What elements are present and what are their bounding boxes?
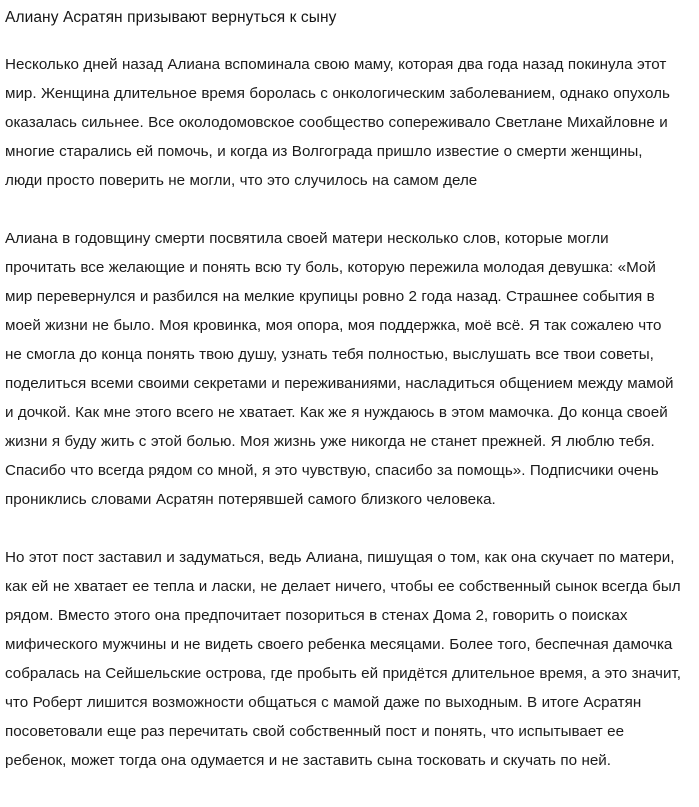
article-paragraph-2: Алиана в годовщину смерти посвятила своей матери несколько слов, которые могли прочитать все желающие и понять всю ту боль, которую пережила молодая девушка: «Мой мир перевернулся и разбился на мелкие крупицы ровно 2 года назад. Страшнее события в моей жизни не было. Моя кровинка, моя опора, моя поддержка, моё всё. Я так сожалею что не смогла до конца понять твою душу, узнать тебя полностью, выслушать все твои советы, поделиться всеми своими секретами и переживаниями, насладиться общением между мамой и дочкой. Как мне этого всего не хватает. Как же я нуждаюсь в этом мамочка. До конца своей жизни я буду жить с этой болью. Моя жизнь уже никогда не станет прежней. Я люблю тебя. Спасибо что всегда рядом со мной, я это чувствую, спасибо за помощь». Подписчики очень прониклись словами Асратян потерявшей самого близкого человека. — [5, 230, 674, 508]
article-body — [5, 50, 681, 775]
article-paragraph-1: Несколько дней назад Алиана вспоминала свою маму, которая два года назад покинула этот мир. Женщина длительное время боролась с онкологическим заболеванием, однако опухоль оказалась сильнее. Все околодомовское сообщество сопереживало Светлане Михайловне и многие старались ей помочь, и когда из Волгограда пришло известие о смерти женщины, люди просто поверить не могли, что это случилось на самом деле — [5, 56, 670, 189]
page-title: Алиану Асратян призывают вернуться к сыну — [5, 9, 337, 26]
article-paragraph-3: Но этот пост заставил и задуматься, ведь Алиана, пишущая о том, как она скучает по матери, как ей не хватает ее тепла и ласки, не делает ничего, чтобы ее собственный сынок всегда был рядом. Вместо этого она предпочитает позориться в стенах Дома 2, говорить о поисках мифического мужчины и не видеть своего ребенка месяцами. Более того, беспечная дамочка собралась на Сейшельские острова, где пробыть ей придётся длительное время, а это значит, что Роберт лишится возможности общаться с мамой даже по выходным. В итоге Асратян посоветовали еще раз перечитать свой собственный пост и понять, что испытывает ее ребенок, может тогда она одумается и не заставить сына тосковать и скучать по ней. — [5, 549, 681, 769]
